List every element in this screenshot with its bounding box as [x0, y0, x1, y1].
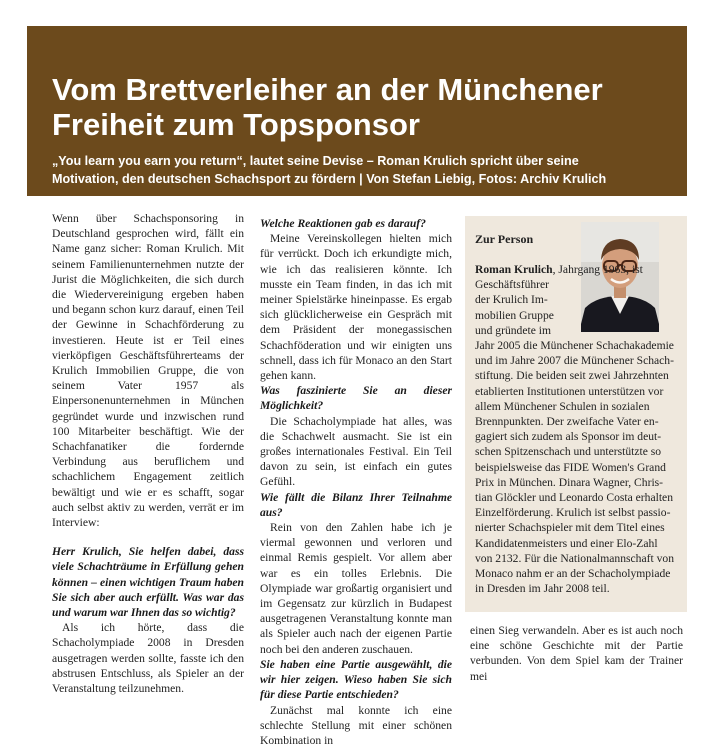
- intro-paragraph: Wenn über Schachsponsoring in Deutschland gesprochen wird, fällt ein Name ganz sicher: Roman Krulich. Mit seinem Familienunternehmen nutzte der Jurist die Möglichkeiten, die sich durch die Wiedervereinigung ergeben haben und begann schon kurz darauf, einen Teil der Gewinne in Schachförderung zu investieren. Heute ist er Teil eines vierköpfigen Geschäftsführerteams der Krulich Immobilien Gruppe, die von seinem Vater 1957 als Einpersonenunternehmen in München gegründet wurde und inzwischen rund 100 Mitarbeiter beschäftigt. Wie der Schachfanatiker die fordernde Verbindung aus beruflichem und schachlichem Engagement zeitlich bewältigt und wie er es schafft, sogar auch selbst aktiv zu werden, verrät er im Interview:: [52, 211, 244, 530]
- bio-line: Prix in München. Dinara Wagner, Chris-: [475, 475, 713, 490]
- bio-line: beispielsweise das FIDE Women's Grand: [475, 460, 713, 475]
- interview-answer: Die Schacholympiade hat alles, was die Schachwelt ausmacht. Sie ist ein großes internationales Festival. Ein Teil davon zu sein, ist einfach ein gutes Gefühl.: [260, 414, 452, 490]
- bio-line: tian Glöckler und Leonardo Costa erhalten: [475, 490, 713, 505]
- interview-question: Wie fällt die Bilanz Ihrer Teilnahme aus?: [260, 490, 452, 520]
- sidebar-bio: [475, 262, 663, 596]
- interview-question: Was faszinierte Sie an dieser Möglichkeit?: [260, 383, 452, 413]
- interview-question: Sie haben eine Partie ausgewählt, die wir hier zeigen. Wieso haben Sie sich für diese Partie entschieden?: [260, 657, 452, 703]
- bio-line: allem Münchener Schulen in sozialen: [475, 399, 713, 414]
- bio-line: Brennpunkten. Der zweifache Vater en-: [475, 414, 713, 429]
- interview-answer: Als ich hörte, dass die Schacholympiade 2008 in Dresden ausgetragen werden sollte, fasste ich den abstrusen Entschluss, als Spieler an der Veranstaltung teilzunehmen.: [52, 620, 244, 696]
- bio-line: schen Spitzenschach und unterstützte so: [475, 444, 713, 459]
- bio-line: und im Jahre 2007 die Münchener Schach-: [475, 353, 713, 368]
- subtitle-line-1: „You learn you earn you return“, lautet seine Devise – Roman Krulich spricht über seine: [52, 153, 677, 171]
- bio-line: in Dresden im Jahr 2008 teil.: [475, 581, 713, 596]
- bio-line: Jahr 2005 die Münchener Schachakademie: [475, 338, 713, 353]
- title-line-2: Freiheit zum Topsponsor: [52, 107, 672, 142]
- article-subtitle: [52, 153, 677, 188]
- column-1: [52, 211, 244, 696]
- subtitle-line-2: Motivation, den deutschen Schachsport zu fördern | Von Stefan Liebig, Fotos: Archiv Krulich: [52, 171, 677, 189]
- bio-line: Monaco nahm er an der Schacholympiade: [475, 566, 713, 581]
- bio-line: etablierten Institutionen unterstützen vor: [475, 384, 713, 399]
- bio-line: von 2132. Für die Nationalmannschaft von: [475, 551, 713, 566]
- bio-line: der Krulich Im-: [475, 292, 663, 307]
- interview-question: Welche Reaktionen gab es darauf?: [260, 216, 452, 231]
- bio-line: Einzelförderung. Krulich ist selbst passio-: [475, 505, 713, 520]
- bio-line: Geschäftsführer: [475, 277, 663, 292]
- interview-answer: Meine Vereinskollegen hielten mich für verrückt. Doch ich erkundigte mich, wie ich das realisieren könnte. Ich musste ein Team finden, in das ich mit meiner Spielstärke hineinpasse. Es ergab sich glücklicherweise ein Gespräch mit dem Präsident der monegassischen Schachföderation und wir einigten uns schnell, dass ich für Monaco an den Start gehen kann.: [260, 231, 452, 383]
- column-2: [260, 216, 452, 748]
- person-name: Roman Krulich: [475, 263, 553, 276]
- bio-line: stiftung. Die beiden seit zwei Jahrzehnten: [475, 368, 713, 383]
- interview-question: Herr Krulich, Sie helfen dabei, dass viele Schachträume in Erfüllung gehen können – einen wichtigen Traum haben Sie sich aber auch erfüllt. Was war das und warum war Ihnen das so wichtig?: [52, 544, 244, 620]
- bio-line: mobilien Gruppe: [475, 308, 663, 323]
- article-title: [52, 72, 672, 142]
- bio-line: und gründete im: [475, 323, 663, 338]
- bio-line: nierter Schachspieler mit dem Titel eines: [475, 520, 713, 535]
- bio-line: gagiert sich zudem als Sponsor im deut-: [475, 429, 713, 444]
- title-line-1: Vom Brettverleiher an der Münchener: [52, 72, 672, 107]
- bio-line: Roman Krulich, Jahrgang 1963, ist: [475, 262, 663, 277]
- interview-answer: Zunächst mal konnte ich eine schlechte Stellung mit einer schönen Kombination in: [260, 703, 452, 748]
- column-3: [470, 623, 683, 684]
- sidebar-heading: Zur Person: [475, 232, 533, 247]
- bio-line: Kandidatenmeisters und einer Elo-Zahl: [475, 536, 713, 551]
- column-3-text: einen Sieg verwandeln. Aber es ist auch noch eine schöne Geschichte mit der Partie verbunden. Von dem Spiel kam der Trainer mei: [470, 623, 683, 684]
- interview-answer: Rein von den Zahlen habe ich je viermal gewonnen und verloren und einmal Remis gespielt. Vor allem aber war es ein tolles Erlebnis. Die Olympiade war großartig organisiert und im Gegensatz zur kürzlich in Budapest ausgetragenen Veranstaltung konnte man als Spieler auch nach der eigenen Partie noch bei den anderen zuschauen.: [260, 520, 452, 657]
